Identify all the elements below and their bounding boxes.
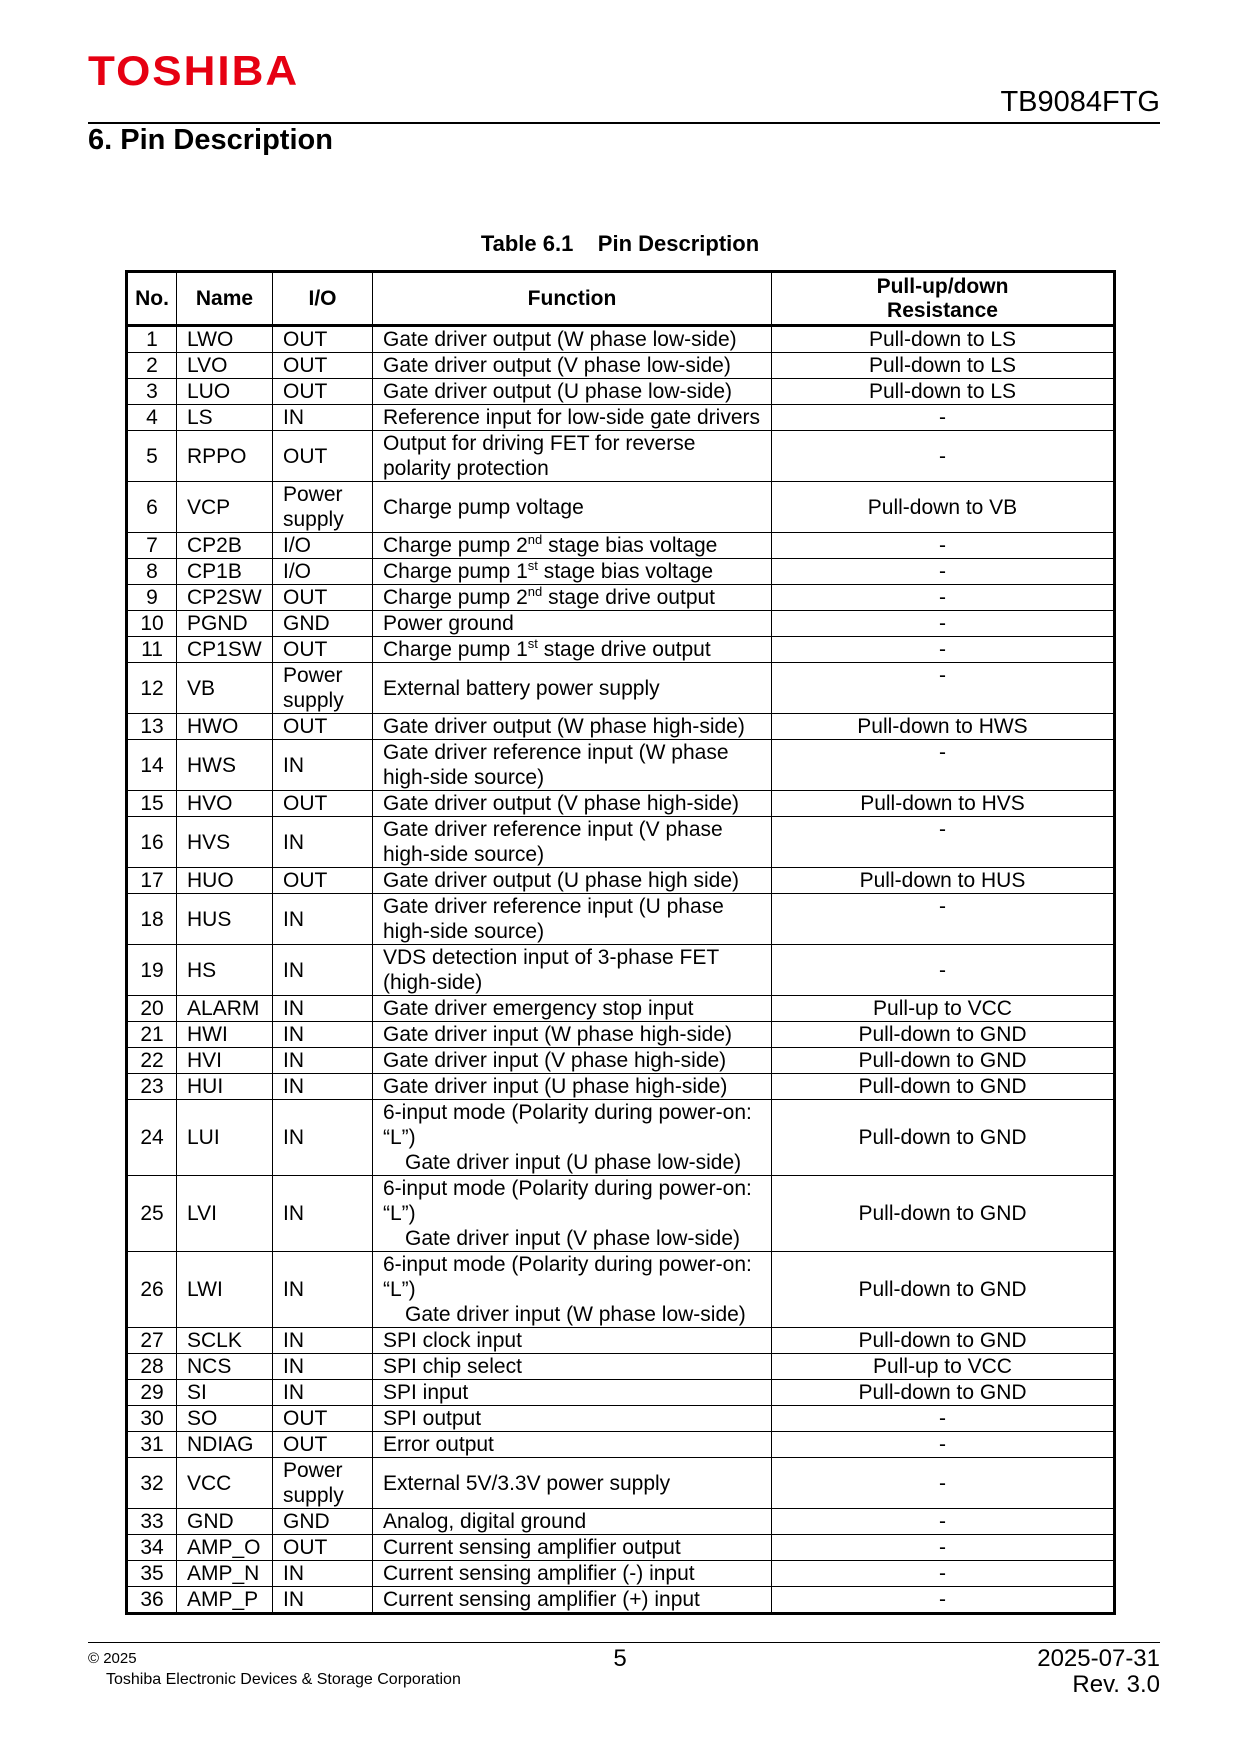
pin-function — [373, 1176, 772, 1252]
pin-function: SPI chip select — [373, 1354, 772, 1380]
function-detail-line: Gate driver input (U phase low-side) — [405, 1151, 742, 1174]
pin-name: VCC — [177, 1458, 273, 1509]
pin-io: IN — [273, 1587, 373, 1614]
pin-pull-resistance: Pull-up to VCC — [772, 996, 1115, 1022]
pin-name: CP2B — [177, 533, 273, 559]
pin-io: IN — [273, 1176, 373, 1252]
pin-io: Power supply — [273, 663, 373, 714]
pin-io: OUT — [273, 326, 373, 353]
publish-date: 2025-07-31 — [1037, 1645, 1160, 1672]
pin-pull-resistance: - — [772, 1406, 1115, 1432]
pin-name: CP1SW — [177, 637, 273, 663]
table-row — [127, 482, 1115, 533]
pin-pull-resistance: Pull-up to VCC — [772, 1354, 1115, 1380]
pin-function — [373, 637, 772, 663]
pin-pull-resistance: - — [772, 611, 1115, 637]
table-row — [127, 791, 1115, 817]
pin-function: SPI output — [373, 1406, 772, 1432]
pin-name: LUI — [177, 1100, 273, 1176]
pin-io: OUT — [273, 431, 373, 482]
function-text: stage drive output — [537, 638, 711, 661]
pin-pull-resistance: Pull-down to HVS — [772, 791, 1115, 817]
pin-function — [373, 1100, 772, 1176]
function-detail-line: Gate driver input (V phase low-side) — [405, 1227, 740, 1250]
pin-name: HUI — [177, 1074, 273, 1100]
table-header-row — [127, 272, 1115, 326]
table-body — [127, 326, 1115, 1614]
pin-pull-resistance: Pull-down to GND — [772, 1022, 1115, 1048]
pin-function — [373, 559, 772, 585]
revision: Rev. 3.0 — [1072, 1671, 1160, 1698]
pin-description-table — [125, 270, 1116, 1615]
pin-pull-resistance: - — [772, 1509, 1115, 1535]
pin-function: Gate driver output (V phase high-side) — [373, 791, 772, 817]
pin-function — [373, 585, 772, 611]
pin-name: VCP — [177, 482, 273, 533]
col-header-pull: Pull-up/down Resistance — [772, 272, 1115, 326]
pin-name: CP2SW — [177, 585, 273, 611]
pin-name: LWI — [177, 1252, 273, 1328]
pin-pull-resistance: Pull-down to VB — [772, 482, 1115, 533]
table-row — [127, 1176, 1115, 1252]
pin-name: LVI — [177, 1176, 273, 1252]
table-row — [127, 894, 1115, 945]
table-row — [127, 326, 1115, 353]
pin-io: OUT — [273, 868, 373, 894]
pin-name: HWS — [177, 740, 273, 791]
pin-function: Gate driver output (U phase high side) — [373, 868, 772, 894]
pin-pull-resistance: Pull-down to LS — [772, 379, 1115, 405]
pin-pull-resistance: - — [772, 637, 1115, 663]
pin-function: Current sensing amplifier (+) input — [373, 1587, 772, 1614]
pin-number: 30 — [127, 1406, 177, 1432]
pin-pull-resistance: Pull-down to HUS — [772, 868, 1115, 894]
pin-name: HWI — [177, 1022, 273, 1048]
function-text: stage bias voltage — [542, 534, 718, 557]
pin-name: HUO — [177, 868, 273, 894]
pin-function: SPI clock input — [373, 1328, 772, 1354]
pin-number: 21 — [127, 1022, 177, 1048]
pin-name: HVS — [177, 817, 273, 868]
pin-name: CP1B — [177, 559, 273, 585]
pin-function: Gate driver input (V phase high-side) — [373, 1048, 772, 1074]
pin-io: OUT — [273, 1535, 373, 1561]
pin-name: AMP_O — [177, 1535, 273, 1561]
pin-name: HVI — [177, 1048, 273, 1074]
ordinal-suffix: nd — [527, 584, 543, 599]
pin-io: IN — [273, 1252, 373, 1328]
function-mode-line: 6-input mode (Polarity during power-on: “L”) — [383, 1253, 752, 1301]
pin-function: Gate driver input (U phase high-side) — [373, 1074, 772, 1100]
pin-io: IN — [273, 1048, 373, 1074]
ordinal-suffix: nd — [527, 532, 543, 547]
pin-number: 32 — [127, 1458, 177, 1509]
function-text: Charge pump 2 — [383, 586, 528, 609]
pin-number: 2 — [127, 353, 177, 379]
pin-function: External battery power supply — [373, 663, 772, 714]
table-row — [127, 1587, 1115, 1614]
pin-name: LVO — [177, 353, 273, 379]
table-row — [127, 585, 1115, 611]
pin-io: IN — [273, 894, 373, 945]
pin-io: IN — [273, 405, 373, 431]
pin-io: IN — [273, 945, 373, 996]
pin-function: Gate driver reference input (U phase high-side source) — [373, 894, 772, 945]
pin-number: 3 — [127, 379, 177, 405]
pin-function: Output for driving FET for reverse polarity protection — [373, 431, 772, 482]
pin-name: AMP_N — [177, 1561, 273, 1587]
pin-name: LUO — [177, 379, 273, 405]
table-row — [127, 1458, 1115, 1509]
pin-pull-resistance: Pull-down to GND — [772, 1048, 1115, 1074]
table-row — [127, 945, 1115, 996]
pin-io: IN — [273, 817, 373, 868]
pin-number: 31 — [127, 1432, 177, 1458]
pin-io: I/O — [273, 533, 373, 559]
copyright: © 2025 — [88, 1650, 137, 1667]
pin-function: Analog, digital ground — [373, 1509, 772, 1535]
pin-number: 35 — [127, 1561, 177, 1587]
col-header-no: No. — [127, 272, 177, 326]
pin-number: 26 — [127, 1252, 177, 1328]
table-row — [127, 405, 1115, 431]
table-row — [127, 1074, 1115, 1100]
pin-pull-resistance: Pull-down to HWS — [772, 714, 1115, 740]
pin-name: LWO — [177, 326, 273, 353]
pin-function: SPI input — [373, 1380, 772, 1406]
pin-number: 11 — [127, 637, 177, 663]
pin-pull-resistance: - — [772, 817, 1115, 868]
pin-function: Gate driver input (W phase high-side) — [373, 1022, 772, 1048]
pin-number: 25 — [127, 1176, 177, 1252]
pin-io: IN — [273, 1561, 373, 1587]
pin-pull-resistance: - — [772, 585, 1115, 611]
pin-number: 4 — [127, 405, 177, 431]
pin-function: Gate driver output (W phase high-side) — [373, 714, 772, 740]
pin-pull-resistance: - — [772, 1535, 1115, 1561]
pin-function — [373, 1252, 772, 1328]
pin-number: 5 — [127, 431, 177, 482]
pin-name: LS — [177, 405, 273, 431]
function-mode-line: 6-input mode (Polarity during power-on: “L”) — [383, 1177, 752, 1225]
table-row — [127, 1406, 1115, 1432]
pin-io: OUT — [273, 1432, 373, 1458]
pin-function: Gate driver reference input (W phase high-side source) — [373, 740, 772, 791]
pin-number: 10 — [127, 611, 177, 637]
pin-number: 13 — [127, 714, 177, 740]
pin-io: OUT — [273, 585, 373, 611]
pin-function: VDS detection input of 3-phase FET (high-side) — [373, 945, 772, 996]
pin-number: 15 — [127, 791, 177, 817]
pin-number: 28 — [127, 1354, 177, 1380]
pin-pull-resistance: Pull-down to GND — [772, 1252, 1115, 1328]
table-row — [127, 1561, 1115, 1587]
table-row — [127, 1509, 1115, 1535]
company-name: Toshiba Electronic Devices & Storage Corporation — [106, 1671, 461, 1688]
table-row — [127, 817, 1115, 868]
pin-pull-resistance: Pull-down to GND — [772, 1380, 1115, 1406]
pin-number: 18 — [127, 894, 177, 945]
pin-io: IN — [273, 1380, 373, 1406]
col-header-function: Function — [373, 272, 772, 326]
pin-pull-resistance: - — [772, 663, 1115, 714]
pin-number: 34 — [127, 1535, 177, 1561]
pin-pull-resistance: Pull-down to LS — [772, 326, 1115, 353]
footer-divider — [88, 1642, 1160, 1643]
pin-name: HUS — [177, 894, 273, 945]
pin-name: RPPO — [177, 431, 273, 482]
pin-function — [373, 533, 772, 559]
col-header-name: Name — [177, 272, 273, 326]
toshiba-logo: TOSHIBA — [88, 48, 300, 95]
pin-io: Power supply — [273, 482, 373, 533]
pin-io: OUT — [273, 379, 373, 405]
table-row — [127, 1354, 1115, 1380]
pin-pull-resistance: Pull-down to GND — [772, 1074, 1115, 1100]
pin-pull-resistance: Pull-down to GND — [772, 1176, 1115, 1252]
pin-pull-resistance: Pull-down to GND — [772, 1100, 1115, 1176]
pin-number: 9 — [127, 585, 177, 611]
table-row — [127, 637, 1115, 663]
pin-io: IN — [273, 1354, 373, 1380]
pin-io: GND — [273, 611, 373, 637]
pin-function: Gate driver output (U phase low-side) — [373, 379, 772, 405]
function-text: Charge pump 2 — [383, 534, 528, 557]
pin-io: OUT — [273, 1406, 373, 1432]
table-row — [127, 1022, 1115, 1048]
section-title: 6. Pin Description — [88, 124, 333, 156]
function-text: Charge pump 1 — [383, 638, 528, 661]
table-row — [127, 431, 1115, 482]
pin-io: OUT — [273, 637, 373, 663]
pin-pull-resistance: - — [772, 431, 1115, 482]
pin-function: Charge pump voltage — [373, 482, 772, 533]
pin-function: Current sensing amplifier output — [373, 1535, 772, 1561]
pin-io: OUT — [273, 353, 373, 379]
pin-number: 27 — [127, 1328, 177, 1354]
pin-pull-resistance: - — [772, 1432, 1115, 1458]
pin-number: 6 — [127, 482, 177, 533]
pin-io: OUT — [273, 714, 373, 740]
table-row — [127, 663, 1115, 714]
pin-function: Power ground — [373, 611, 772, 637]
pin-name: SCLK — [177, 1328, 273, 1354]
pin-pull-resistance: - — [772, 1458, 1115, 1509]
pin-number: 23 — [127, 1074, 177, 1100]
pin-name: SO — [177, 1406, 273, 1432]
pin-pull-resistance: - — [772, 740, 1115, 791]
pin-number: 14 — [127, 740, 177, 791]
pin-name: PGND — [177, 611, 273, 637]
function-detail-line: Gate driver input (W phase low-side) — [405, 1303, 746, 1326]
pin-io: IN — [273, 996, 373, 1022]
function-text: stage drive output — [542, 586, 716, 609]
pin-pull-resistance: Pull-down to GND — [772, 1328, 1115, 1354]
table-row — [127, 1432, 1115, 1458]
pin-name: HWO — [177, 714, 273, 740]
pin-number: 17 — [127, 868, 177, 894]
pin-function: Reference input for low-side gate drivers — [373, 405, 772, 431]
function-text: stage bias voltage — [537, 560, 714, 583]
pin-number: 33 — [127, 1509, 177, 1535]
pin-name: HS — [177, 945, 273, 996]
table-row — [127, 559, 1115, 585]
pin-io: IN — [273, 1022, 373, 1048]
pin-io: IN — [273, 740, 373, 791]
pin-io: I/O — [273, 559, 373, 585]
table-row — [127, 1380, 1115, 1406]
table-row — [127, 353, 1115, 379]
function-text: Charge pump 1 — [383, 560, 528, 583]
pin-number: 16 — [127, 817, 177, 868]
pin-function: Gate driver reference input (V phase high-side source) — [373, 817, 772, 868]
pin-io: IN — [273, 1074, 373, 1100]
pin-number: 12 — [127, 663, 177, 714]
pin-io: GND — [273, 1509, 373, 1535]
table-row — [127, 1328, 1115, 1354]
pin-name: GND — [177, 1509, 273, 1535]
ordinal-suffix: st — [527, 558, 538, 573]
pin-function: Error output — [373, 1432, 772, 1458]
pin-number: 7 — [127, 533, 177, 559]
ordinal-suffix: st — [527, 636, 538, 651]
pin-function: Current sensing amplifier (-) input — [373, 1561, 772, 1587]
pin-name: NDIAG — [177, 1432, 273, 1458]
table-row — [127, 996, 1115, 1022]
pin-io: OUT — [273, 791, 373, 817]
pin-pull-resistance: - — [772, 405, 1115, 431]
pin-number: 36 — [127, 1587, 177, 1614]
pin-number: 29 — [127, 1380, 177, 1406]
col-header-io: I/O — [273, 272, 373, 326]
pin-pull-resistance: - — [772, 1561, 1115, 1587]
pin-number: 24 — [127, 1100, 177, 1176]
table-row — [127, 611, 1115, 637]
pin-name: SI — [177, 1380, 273, 1406]
table-row — [127, 868, 1115, 894]
table-row — [127, 1048, 1115, 1074]
table-row — [127, 1252, 1115, 1328]
page-number: 5 — [613, 1645, 627, 1672]
part-number: TB9084FTG — [1000, 86, 1160, 118]
pin-name: NCS — [177, 1354, 273, 1380]
pin-number: 1 — [127, 326, 177, 353]
pin-name: AMP_P — [177, 1587, 273, 1614]
function-mode-line: 6-input mode (Polarity during power-on: “L”) — [383, 1101, 752, 1149]
table-caption: Table 6.1 Pin Description — [480, 231, 760, 256]
pin-name: ALARM — [177, 996, 273, 1022]
pin-name: VB — [177, 663, 273, 714]
pin-number: 19 — [127, 945, 177, 996]
pin-io: IN — [273, 1328, 373, 1354]
table-row — [127, 379, 1115, 405]
pin-pull-resistance: - — [772, 894, 1115, 945]
pin-pull-resistance: Pull-down to LS — [772, 353, 1115, 379]
pin-pull-resistance: - — [772, 533, 1115, 559]
pin-function: Gate driver output (V phase low-side) — [373, 353, 772, 379]
pin-number: 22 — [127, 1048, 177, 1074]
pin-function: Gate driver emergency stop input — [373, 996, 772, 1022]
table-row — [127, 714, 1115, 740]
pin-pull-resistance: - — [772, 1587, 1115, 1614]
pin-number: 20 — [127, 996, 177, 1022]
pin-io: Power supply — [273, 1458, 373, 1509]
table-row — [127, 533, 1115, 559]
pin-number: 8 — [127, 559, 177, 585]
pin-name: HVO — [177, 791, 273, 817]
pin-function: External 5V/3.3V power supply — [373, 1458, 772, 1509]
table-row — [127, 1100, 1115, 1176]
pin-io: IN — [273, 1100, 373, 1176]
table-row — [127, 1535, 1115, 1561]
pin-pull-resistance: - — [772, 559, 1115, 585]
table-row — [127, 740, 1115, 791]
pin-function: Gate driver output (W phase low-side) — [373, 326, 772, 353]
pin-pull-resistance: - — [772, 945, 1115, 996]
